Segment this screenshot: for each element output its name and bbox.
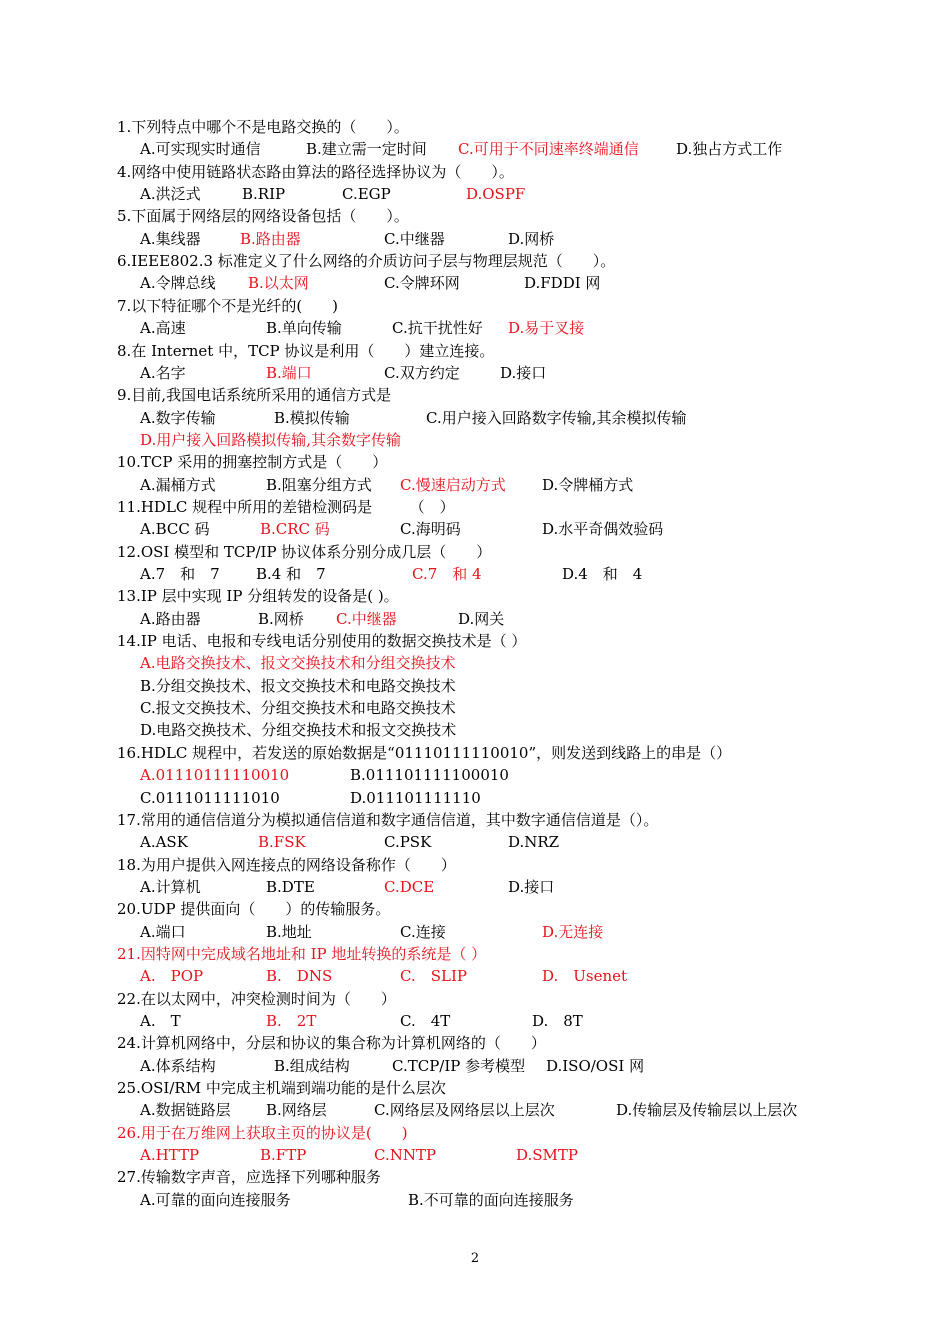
answer-option: A.端口 (140, 922, 186, 941)
answer-option: C. SLIP (400, 967, 467, 986)
answer-option: D.令牌桶方式 (542, 475, 634, 494)
answer-option: C.中继器 (336, 609, 397, 628)
answer-option: D.易于叉接 (508, 319, 585, 338)
question-stem: 21.因特网中完成域名地址和 IP 地址转换的系统是（ ） (117, 944, 487, 963)
question-stem: 16.HDLC 规程中，若发送的原始数据是“01110111110010”，则发送到线路上的串是（） (117, 743, 732, 762)
answer-option: A.集线器 (140, 229, 201, 248)
answer-option: D.FDDI 网 (524, 274, 601, 293)
answer-option: D.传输层及传输层以上层次 (616, 1101, 798, 1120)
answer-option: B.4 和 7 (256, 565, 326, 583)
answer-option: B.FSK (258, 833, 306, 852)
page-number: 2 (470, 1251, 480, 1266)
answer-option: B.阻塞分组方式 (266, 475, 372, 494)
answer-option: C.用户接入回路数字传输,其余模拟传输 (426, 408, 687, 427)
answer-option: D.网关 (458, 609, 505, 628)
answer-option: B.不可靠的面向连接服务 (408, 1190, 574, 1209)
question-stem: 18.为用户提供入网连接点的网络设备称作（ ） (117, 855, 456, 874)
answer-option: B.路由器 (240, 229, 301, 248)
answer-option: A.电路交换技术、报文交换技术和分组交换技术 (140, 654, 456, 673)
answer-option: D.ISO/OSI 网 (546, 1056, 645, 1075)
answer-option: D.用户接入回路模拟传输,其余数字传输 (140, 430, 402, 449)
answer-option: B. 2T (266, 1012, 317, 1030)
question-stem: 27.传输数字声音，应选择下列哪种服务 (117, 1168, 381, 1187)
answer-option: A.ASK (140, 833, 188, 852)
answer-option: B.CRC 码 (260, 520, 330, 539)
question-stem: 7.以下特征哪个不是光纤的( ) (117, 296, 339, 315)
answer-option: D.水平奇偶效验码 (542, 520, 664, 539)
answer-option: D.NRZ (508, 833, 560, 852)
answer-option: A.01110111110010 (140, 766, 290, 785)
answer-option: A.HTTP (140, 1146, 200, 1165)
answer-option: C.7 和 4 (412, 565, 482, 583)
question-stem: 10.TCP 采用的拥塞控制方式是（ ） (117, 453, 388, 472)
question-stem: 13.IP 层中实现 IP 分组转发的设备是( )。 (117, 587, 399, 606)
answer-option: D. 8T (532, 1012, 583, 1030)
answer-option: A.数据链路层 (140, 1101, 231, 1120)
answer-option: C.EGP (342, 185, 391, 204)
answer-option: B.以太网 (248, 274, 309, 293)
answer-option: C.网络层及网络层以上层次 (374, 1101, 555, 1120)
answer-option: C.DCE (384, 877, 435, 896)
question-stem: 26.用于在万维网上获取主页的协议是( ) (117, 1123, 408, 1142)
question-stem: 11.HDLC 规程中所用的差错检测码是 （ ） (117, 497, 455, 516)
question-stem: 6.IEEE802.3 标准定义了什么网络的介质访问子层与物理层规范（ ）。 (117, 252, 616, 271)
answer-option: A.体系结构 (140, 1056, 216, 1075)
answer-option: B.单向传输 (266, 319, 342, 338)
answer-option: D.OSPF (466, 185, 526, 204)
question-stem: 1.下列特点中哪个不是电路交换的（ ）。 (117, 118, 409, 136)
question-stem: 8.在 Internet 中，TCP 协议是利用（ ）建立连接。 (117, 341, 495, 360)
answer-option: D.接口 (508, 877, 555, 896)
answer-option: A.计算机 (140, 877, 201, 896)
answer-option: D.独占方式工作 (676, 140, 783, 159)
answer-option: A.高速 (140, 319, 186, 338)
question-stem: 22.在以太网中，冲突检测时间为（ ） (117, 989, 396, 1008)
question-stem: 5.下面属于网络层的网络设备包括（ ）。 (117, 207, 409, 226)
answer-option: A.洪泛式 (140, 185, 201, 204)
answer-option: A.BCC 码 (140, 520, 210, 539)
answer-option: B.组成结构 (274, 1056, 350, 1075)
answer-option: C.抗干扰性好 (392, 319, 483, 338)
question-stem: 25.OSI/RM 中完成主机端到端功能的是什么层次 (117, 1079, 446, 1098)
answer-option: D.SMTP (516, 1146, 578, 1165)
answer-option: B. DNS (266, 967, 333, 986)
answer-option: D.电路交换技术、分组交换技术和报文交换技术 (140, 721, 457, 740)
answer-option: A.可实现实时通信 (140, 140, 261, 159)
answer-option: A.漏桶方式 (140, 475, 216, 494)
answer-option: A.路由器 (140, 609, 201, 628)
answer-option: B.DTE (266, 877, 315, 896)
answer-option: C.0111011111010 (140, 788, 280, 807)
answer-option: C.报文交换技术、分组交换技术和电路交换技术 (140, 699, 456, 718)
answer-option: B.网桥 (258, 609, 304, 628)
answer-option: C.慢速启动方式 (400, 475, 506, 494)
answer-option: D.011101111110 (350, 788, 481, 807)
answer-option: A.令牌总线 (140, 274, 216, 293)
answer-option: B.地址 (266, 922, 312, 941)
answer-option: C.海明码 (400, 520, 461, 539)
answer-option: C.PSK (384, 833, 432, 852)
question-stem: 20.UDP 提供面向（ ）的传输服务。 (117, 900, 391, 919)
answer-option: B.建立需一定时间 (306, 140, 427, 159)
answer-option: D.无连接 (542, 922, 604, 941)
answer-option: C.TCP/IP 参考模型 (392, 1056, 526, 1075)
answer-option: C. 4T (400, 1012, 451, 1030)
answer-option: A.数字传输 (140, 408, 216, 427)
answer-option: C.令牌环网 (384, 274, 460, 293)
answer-option: B.RIP (242, 185, 286, 204)
answer-option: C.双方约定 (384, 363, 460, 382)
answer-option: D.接口 (500, 363, 547, 382)
question-stem: 14.IP 电话、电报和专线电话分别使用的数据交换技术是（ ） (117, 632, 527, 651)
question-stem: 12.OSI 模型和 TCP/IP 协议体系分别分成几层（ ） (117, 542, 492, 561)
answer-option: B.分组交换技术、报文交换技术和电路交换技术 (140, 676, 456, 695)
question-stem: 4.网络中使用链路状态路由算法的路径选择协议为（ ）。 (117, 162, 514, 181)
answer-option: B.网络层 (266, 1101, 327, 1120)
answer-option: C.连接 (400, 922, 446, 941)
answer-option: D. Usenet (542, 967, 628, 986)
answer-option: B.011101111100010 (350, 766, 509, 785)
question-stem: 17.常用的通信信道分为模拟通信信道和数字通信信道，其中数字通信信道是（）。 (117, 810, 659, 829)
answer-option: A. T (140, 1012, 181, 1030)
answer-option: C.NNTP (374, 1146, 437, 1165)
answer-option: C.中继器 (384, 229, 445, 248)
answer-option: C.可用于不同速率终端通信 (458, 140, 639, 159)
question-stem: 9.目前,我国电话系统所采用的通信方式是 (117, 386, 392, 405)
answer-option: B.端口 (266, 363, 312, 382)
answer-option: A. POP (140, 967, 204, 986)
answer-option: B.模拟传输 (274, 408, 350, 427)
answer-option: D.4 和 4 (562, 565, 643, 583)
answer-option: A.可靠的面向连接服务 (140, 1190, 291, 1209)
answer-option: A.名字 (140, 363, 186, 382)
answer-option: D.网桥 (508, 229, 555, 248)
answer-option: B.FTP (260, 1146, 307, 1165)
question-stem: 24.计算机网络中，分层和协议的集合称为计算机网络的（ ） (117, 1034, 546, 1053)
answer-option: A.7 和 7 (140, 565, 220, 583)
